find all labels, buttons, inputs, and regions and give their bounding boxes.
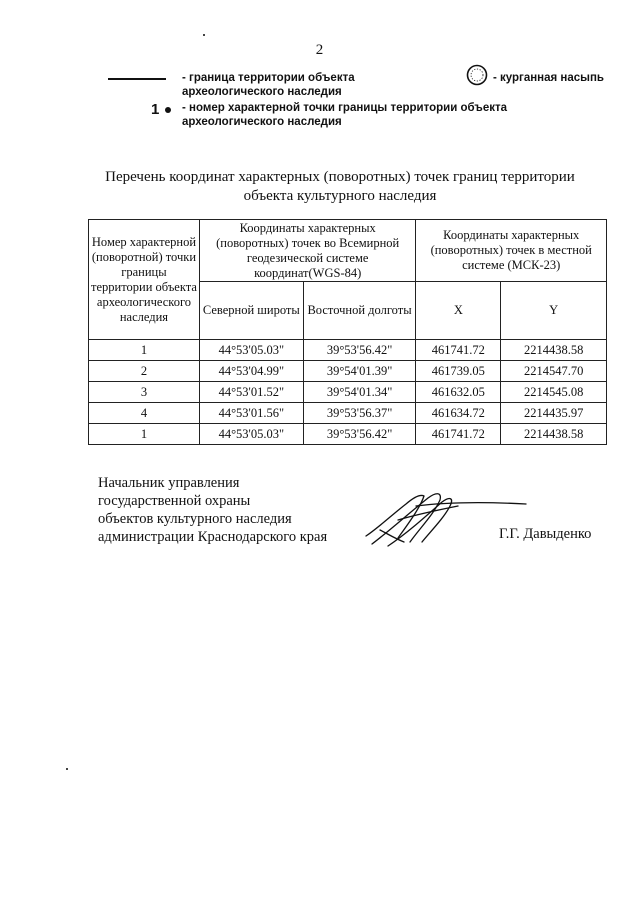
signatory-position-line: администрации Краснодарского края <box>98 529 328 545</box>
table-row <box>89 424 607 445</box>
legend-boundary-label: - граница территории объекта археологического наследия <box>182 72 355 98</box>
cell-longitude: 39°53'56.37" <box>303 403 416 424</box>
signature-block <box>98 474 327 546</box>
cell-latitude: 44°53'04.99" <box>199 361 303 382</box>
cell-y: 2214435.97 <box>501 403 607 424</box>
scan-speck <box>66 768 68 770</box>
cell-x: 461634.72 <box>416 403 501 424</box>
table-row <box>89 382 607 403</box>
legend-mound-label: - курганная насыпь <box>493 72 605 84</box>
cell-latitude: 44°53'01.56" <box>199 403 303 424</box>
cell-point: 1 <box>89 424 200 445</box>
cell-y: 2214438.58 <box>501 340 607 361</box>
scan-speck <box>203 34 205 36</box>
table-row <box>89 361 607 382</box>
cell-latitude: 44°53'05.03" <box>199 424 303 445</box>
header-longitude: Восточной долготы <box>303 282 416 340</box>
cell-y: 2214438.58 <box>501 424 607 445</box>
cell-y: 2214545.08 <box>501 382 607 403</box>
table-row <box>89 403 607 424</box>
header-latitude: Северной широты <box>199 282 303 340</box>
boundary-line-symbol <box>108 78 166 80</box>
cell-latitude: 44°53'05.03" <box>199 340 303 361</box>
cell-x: 461741.72 <box>416 424 501 445</box>
mound-icon <box>466 64 488 86</box>
cell-x: 461739.05 <box>416 361 501 382</box>
signer-name: Г.Г. Давыденко <box>499 526 592 542</box>
document-title: Перечень координат характерных (поворотных) точек границ территории объекта культурного наследия <box>105 169 575 204</box>
cell-point: 2 <box>89 361 200 382</box>
cell-longitude: 39°54'01.39" <box>303 361 416 382</box>
point-marker-dot <box>165 107 171 113</box>
header-y: Y <box>501 282 607 340</box>
cell-x: 461632.05 <box>416 382 501 403</box>
header-msk23: Координаты характерных (поворотных) точек в местной системе (МСК-23) <box>416 220 607 282</box>
header-x: X <box>416 282 501 340</box>
signatory-position-line: государственной охраны <box>98 493 251 509</box>
signatory-position-line: объектов культурного наследия <box>98 511 292 527</box>
cell-point: 4 <box>89 403 200 424</box>
header-wgs84: Координаты характерных (поворотных) точек во Всемирной геодезической системе координат(WGS-84) <box>199 220 416 282</box>
cell-latitude: 44°53'01.52" <box>199 382 303 403</box>
cell-y: 2214547.70 <box>501 361 607 382</box>
coordinates-table <box>88 219 607 445</box>
legend-point-label: - номер характерной точки границы территории объекта археологического наследия <box>182 102 507 128</box>
cell-longitude: 39°54'01.34" <box>303 382 416 403</box>
point-marker-number: 1 <box>151 101 160 118</box>
page-number: 2 <box>315 42 324 58</box>
cell-x: 461741.72 <box>416 340 501 361</box>
cell-point: 1 <box>89 340 200 361</box>
header-point-number: Номер характерной (поворотной) точки границы территории объекта археологического наследия <box>89 220 200 340</box>
cell-longitude: 39°53'56.42" <box>303 424 416 445</box>
signatory-position-line: Начальник управления <box>98 475 240 491</box>
cell-longitude: 39°53'56.42" <box>303 340 416 361</box>
cell-point: 3 <box>89 382 200 403</box>
table-row <box>89 340 607 361</box>
